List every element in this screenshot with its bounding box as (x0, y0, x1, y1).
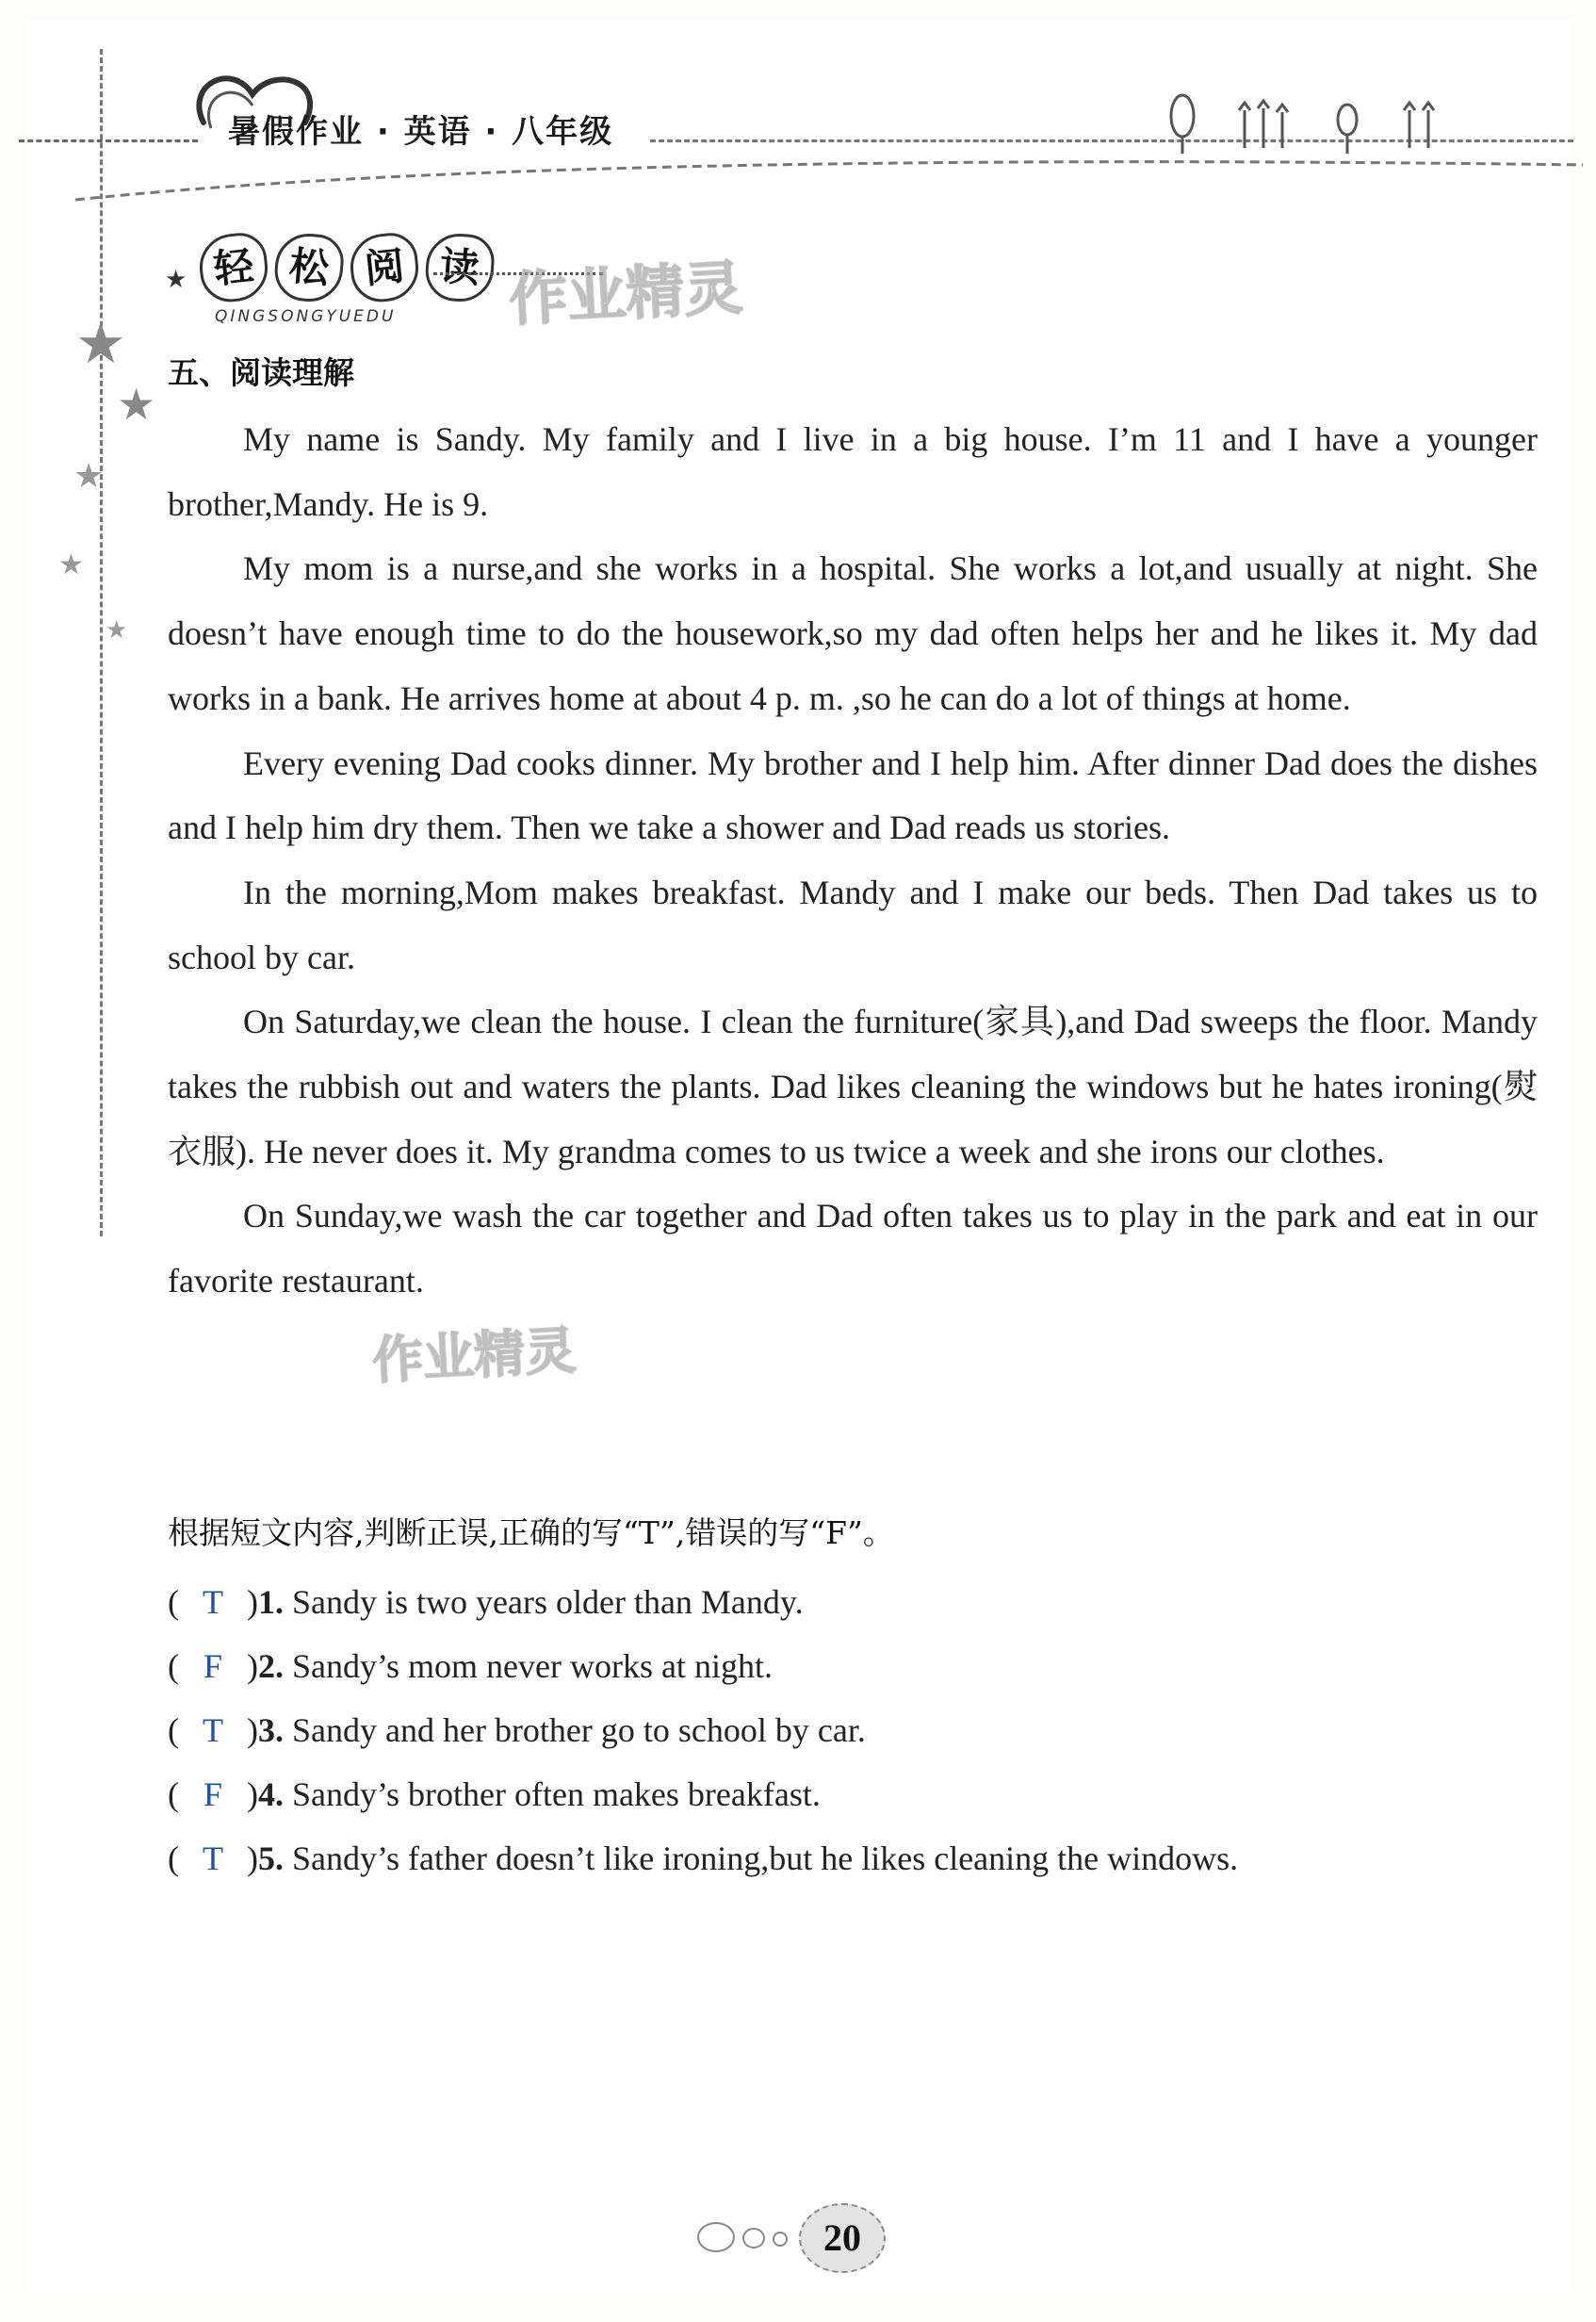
star-icon: ★ (73, 457, 105, 495)
passage-paragraph: My name is Sandy. My family and I live in a big house. I’m 11 and I have a younger brother,Mandy. He is 9. (168, 420, 1538, 523)
question-row (168, 1762, 1238, 1826)
margin-dashed-line (100, 49, 103, 1236)
question-text: Sandy and her brother go to school by car. (292, 1711, 866, 1749)
question-row (168, 1698, 1238, 1762)
paren-close: ) (247, 1840, 258, 1877)
plant-decoration-icon (1159, 90, 1460, 155)
question-number: 2. (258, 1647, 284, 1685)
badge-pinyin: QINGSONGYUEDU (215, 307, 397, 326)
question-text: Sandy’s brother often makes breakfast. (292, 1775, 821, 1813)
passage-paragraph: Every evening Dad cooks dinner. My brother and I help him. After dinner Dad does the dishes and I help him dry them. Then we take a shower and Dad reads us stories. (168, 744, 1538, 847)
section-badge (200, 234, 501, 302)
answer-blank[interactable]: T (203, 1840, 223, 1877)
passage-paragraph: On Saturday,we clean the house. I clean the furniture(家具),and Dad sweeps the floor. Mandy takes the rubbish out and waters the plants. Dad likes cleaning the windows but he hates ironing(熨衣服). He never does it. My grandma comes to us twice a week and she irons our clothes. (168, 1003, 1538, 1170)
paren-close: ) (247, 1647, 258, 1685)
badge-char: 松 (272, 231, 346, 304)
passage-paragraph: On Sunday,we wash the car together and Dad often takes us to play in the park and eat in our favorite restaurant. (168, 1197, 1538, 1300)
answer-blank[interactable]: F (203, 1647, 223, 1685)
passage-paragraph: My mom is a nurse,and she works in a hospital. She works a lot,and usually at night. She doesn’t have enough time to do the housework,so my dad often helps her and he likes it. My dad works in a bank. He arrives home at about 4 p. m. ,so he can do a lot of things at home. (168, 549, 1538, 717)
badge-char: 轻 (196, 230, 270, 304)
question-list (168, 1570, 1238, 1890)
circle-decoration-icon (773, 2232, 788, 2247)
instruction: 根据短文内容,判断正误,正确的写“T”,错误的写“F”。 (168, 1514, 894, 1551)
paren-open: ( (168, 1840, 179, 1877)
paren-open: ( (168, 1711, 179, 1749)
question-number: 4. (258, 1775, 284, 1813)
answer-blank[interactable]: T (203, 1583, 223, 1621)
section-title: 五、阅读理解 (168, 354, 354, 391)
star-icon: ★ (106, 616, 128, 644)
question-number: 5. (258, 1840, 284, 1877)
passage-paragraph: In the morning,Mom makes breakfast. Mandy and I make our beds. Then Dad takes us to school by car. (168, 873, 1538, 976)
question-text: Sandy’s mom never works at night. (292, 1647, 773, 1685)
paren-open: ( (168, 1647, 179, 1685)
star-icon: ★ (58, 549, 84, 580)
reading-passage (168, 407, 1538, 1314)
paren-close: ) (247, 1583, 258, 1621)
star-icon: ★ (117, 381, 156, 429)
paren-close: ) (247, 1711, 258, 1749)
badge-char: 读 (424, 232, 497, 304)
star-icon: ★ (75, 313, 126, 375)
question-row (168, 1634, 1238, 1698)
paren-open: ( (168, 1775, 179, 1813)
question-text: Sandy’s father doesn’t like ironing,but he likes cleaning the windows. (292, 1840, 1239, 1877)
question-number: 1. (258, 1583, 284, 1621)
answer-blank[interactable]: F (203, 1775, 223, 1813)
question-number: 3. (258, 1711, 284, 1749)
page-number: 20 (799, 2203, 886, 2273)
page-number-area (697, 2199, 904, 2275)
circle-decoration-icon (697, 2222, 735, 2252)
header-title: 暑假作业 · 英语 · 八年级 (228, 113, 614, 151)
paren-open: ( (168, 1583, 179, 1621)
star-icon: ★ (165, 266, 187, 293)
question-row (168, 1826, 1238, 1890)
badge-char: 阅 (347, 230, 421, 304)
paren-close: ) (247, 1775, 258, 1813)
question-text: Sandy is two years older than Mandy. (292, 1583, 804, 1621)
circle-decoration-icon (742, 2228, 765, 2248)
watermark: 作业精灵 (507, 253, 745, 335)
answer-blank[interactable]: T (203, 1711, 223, 1749)
question-row (168, 1570, 1238, 1634)
watermark: 作业精灵 (370, 1320, 578, 1391)
badge-dotted-line (433, 272, 603, 275)
